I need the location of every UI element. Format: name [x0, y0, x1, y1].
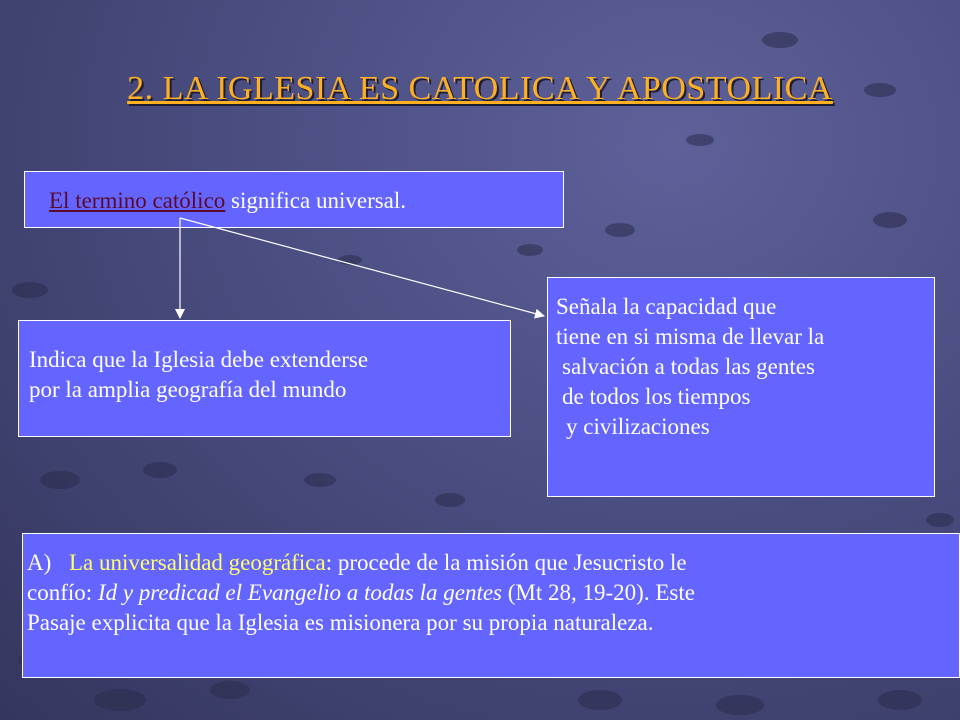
geographic-box	[18, 320, 511, 437]
capacity-line-4: de todos los tiempos	[562, 383, 751, 409]
capacity-line-5: y civilizaciones	[566, 413, 710, 439]
universality-line-2	[27, 578, 959, 608]
definition-text: significa universal.	[225, 188, 407, 213]
definition-box	[24, 171, 564, 228]
geographic-line-1: Indica que la Iglesia debe extenderse	[29, 347, 369, 372]
geographic-line-2: por la amplia geografía del mundo	[29, 376, 347, 402]
universality-line-1	[27, 548, 959, 578]
universality-line-3: Pasaje explicita que la Iglesia es misionera por su propia naturaleza.	[27, 609, 654, 635]
capacity-box	[547, 277, 935, 497]
universality-box	[22, 533, 960, 678]
line-2-start: confío:	[27, 579, 98, 605]
catolico-link[interactable]: El termino católico	[49, 188, 226, 213]
gospel-quote: Id y predicad el Evangelio a todas la gentes	[97, 579, 503, 605]
capacity-line-1: Señala la capacidad que	[556, 294, 777, 319]
capacity-line-3: salvación a todas las gentes	[562, 353, 815, 379]
capacity-line-2: tiene en si misma de llevar la	[556, 323, 825, 349]
universality-line-1-rest: : procede de la misión que Jesucristo le	[325, 550, 687, 575]
item-label: A)	[27, 550, 52, 575]
universality-term: La universalidad geográfica	[69, 550, 326, 575]
line-2-end: (Mt 28, 19-20). Este	[502, 579, 695, 605]
slide-title: 2. LA IGLESIA ES CATOLICA Y APOSTOLICA	[127, 70, 833, 107]
